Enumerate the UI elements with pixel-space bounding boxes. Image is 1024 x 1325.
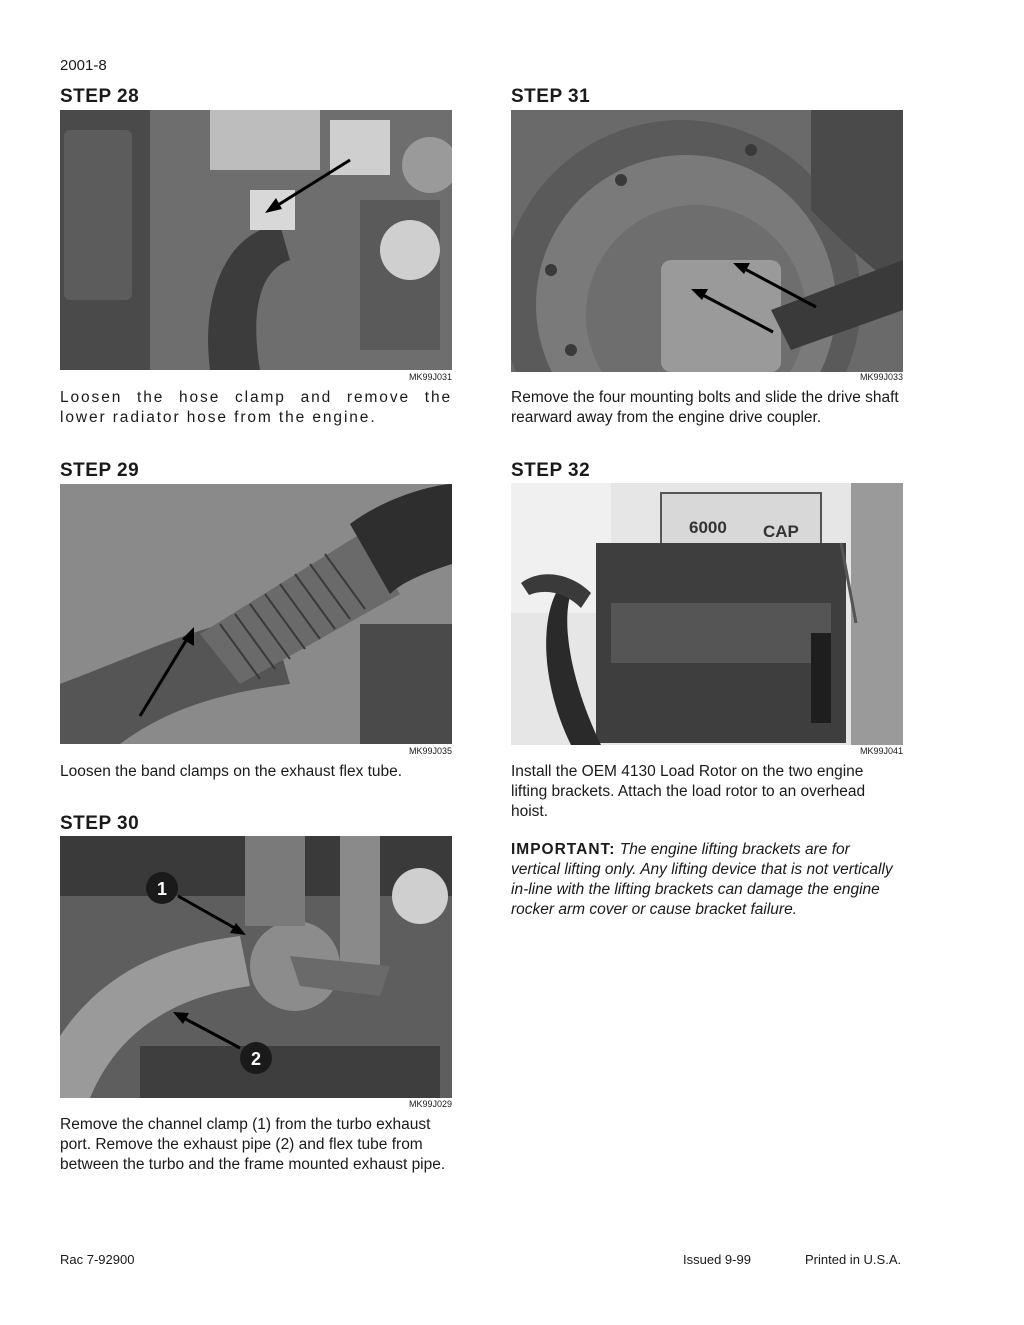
important-label: IMPORTANT:: [511, 841, 616, 858]
page-number: 2001-8: [60, 57, 107, 74]
step-30-photo: [60, 836, 452, 1098]
step-31-photo: [511, 110, 903, 372]
callout-2-label: 2: [250, 1049, 262, 1069]
footer-document-id: Rac 7-92900: [60, 1252, 135, 1267]
step-31-title: STEP 31: [511, 86, 591, 107]
step-32-caption: Install the OEM 4130 Load Rotor on the two engine lifting brackets. Attach the load rotor to an overhead hoist.: [511, 763, 866, 820]
footer-issued: Issued 9-99: [683, 1252, 751, 1267]
step-29-photo: [60, 484, 452, 744]
load-rotor-label-cap: CAP: [763, 522, 799, 541]
figure-id: MK99J031: [408, 372, 452, 382]
figure-id: MK99J041: [859, 746, 903, 756]
step-29-caption: Loosen the band clamps on the exhaust flex tube.: [60, 763, 403, 780]
step-29-title: STEP 29: [60, 460, 140, 481]
important-text: The engine lifting brackets are for vertical lifting only. Any lifting device that is not vertically in-line with the lifting brackets can damage the engine rocker arm cover or cause bracket failure.: [511, 841, 893, 918]
footer-printed: Printed in U.S.A.: [805, 1252, 902, 1267]
step-28-title: STEP 28: [60, 86, 140, 107]
step-28-photo: [60, 110, 452, 370]
step-30-title: STEP 30: [60, 813, 140, 834]
step-32-title: STEP 32: [511, 460, 591, 481]
figure-id: MK99J029: [408, 1099, 452, 1109]
step-31-caption: Remove the four mounting bolts and slide the drive shaft rearward away from the engine drive coupler.: [511, 389, 899, 426]
step-30-caption: Remove the channel clamp (1) from the turbo exhaust port. Remove the exhaust pipe (2) and flex tube from between the turbo and the frame mounted exhaust pipe.: [60, 1116, 446, 1173]
step-28-caption: Loosen the hose clamp and remove the lower radiator hose from the engine.: [60, 389, 452, 426]
load-rotor-label: 6000: [689, 518, 727, 537]
figure-id: MK99J033: [859, 372, 903, 382]
figure-id: MK99J035: [408, 746, 452, 756]
callout-1-label: 1: [156, 879, 168, 899]
important-note: [511, 840, 903, 920]
step-32-photo: [511, 483, 903, 745]
